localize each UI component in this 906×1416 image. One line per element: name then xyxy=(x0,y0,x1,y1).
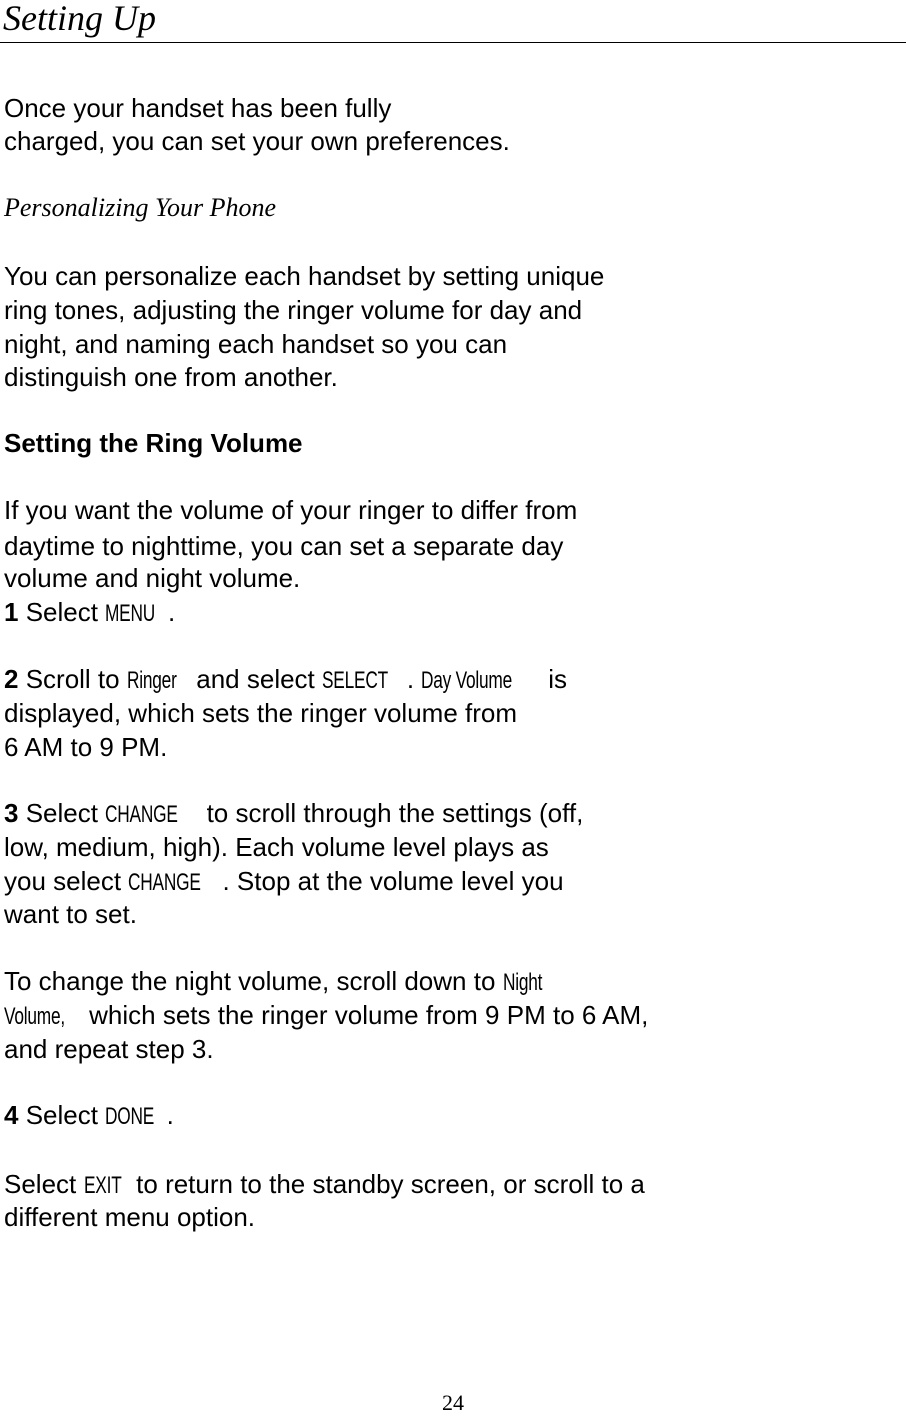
softkey-label: DONE xyxy=(105,1103,155,1130)
text-segment: which sets the ringer volume from 9 PM to 6 AM, xyxy=(81,1000,649,1030)
text-segment: . xyxy=(166,1100,174,1130)
text-segment: To change the night volume, scroll down to xyxy=(4,966,503,996)
softkey-label: Night xyxy=(502,969,542,996)
step-number: 2 xyxy=(4,664,19,694)
softkey-label: Ringer xyxy=(126,667,177,694)
text-segment: to return to the standby screen, or scroll to a xyxy=(128,1169,645,1199)
text-line xyxy=(4,1200,255,1234)
step-number: 1 xyxy=(4,597,19,627)
text-segment: and select xyxy=(189,664,323,694)
text-segment: 6 AM to 9 PM. xyxy=(4,732,168,762)
text-line xyxy=(4,561,300,595)
softkey-label: CHANGE xyxy=(128,869,201,896)
text-line xyxy=(4,662,567,698)
text-line xyxy=(4,897,137,931)
text-line xyxy=(4,998,648,1034)
text-segment: displayed, which sets the ringer volume from xyxy=(4,698,518,728)
text-line xyxy=(4,493,577,527)
subsection-heading xyxy=(4,191,276,225)
text-segment: Personalizing Your Phone xyxy=(4,193,277,222)
text-segment: ring tones, adjusting the ringer volume for day and xyxy=(4,295,583,325)
header-rule xyxy=(0,42,906,43)
text-line xyxy=(4,1167,645,1203)
text-line xyxy=(4,830,549,864)
text-segment: Select xyxy=(18,597,106,627)
text-segment: Setting the Ring Volume xyxy=(4,428,303,458)
text-line xyxy=(4,124,510,158)
text-segment: If you want the volume of your ringer to differ from xyxy=(4,495,578,525)
softkey-label: Volume, xyxy=(4,1003,65,1030)
text-line xyxy=(4,360,338,394)
text-segment: to scroll through the settings (off, xyxy=(199,798,584,828)
text-segment: . Stop at the volume level you xyxy=(222,866,564,896)
text-segment: Select xyxy=(18,798,106,828)
text-line xyxy=(4,730,167,764)
softkey-label: Day Volume xyxy=(421,667,513,694)
text-segment: . xyxy=(406,664,422,694)
text-line xyxy=(4,864,564,900)
text-segment: want to set. xyxy=(4,899,137,929)
text-segment: Once your handset has been fully xyxy=(4,93,392,123)
text-segment: low, medium, high). Each volume level plays as xyxy=(4,832,549,862)
text-segment: Select xyxy=(4,1169,84,1199)
text-line xyxy=(4,595,175,631)
text-segment: you select xyxy=(4,866,129,896)
step-number: 4 xyxy=(4,1100,19,1130)
text-line xyxy=(4,696,517,730)
text-segment: volume and night volume. xyxy=(4,563,301,593)
text-segment: night, and naming each handset so you can xyxy=(4,329,508,359)
text-segment: Scroll to xyxy=(18,664,127,694)
text-segment: different menu option. xyxy=(4,1202,256,1232)
page-title: Setting Up xyxy=(3,0,156,38)
text-line xyxy=(4,327,507,361)
text-segment: charged, you can set your own preferences. xyxy=(4,126,510,156)
page-number: 24 xyxy=(442,1390,464,1415)
text-line xyxy=(4,259,604,293)
text-segment: is xyxy=(541,664,568,694)
text-segment: . xyxy=(167,597,176,627)
softkey-label: EXIT xyxy=(83,1172,122,1199)
text-line xyxy=(4,796,583,832)
text-line xyxy=(4,91,391,125)
softkey-label: SELECT xyxy=(322,667,388,694)
text-line xyxy=(4,964,550,1000)
text-segment: and repeat step 3. xyxy=(4,1034,214,1064)
text-segment: Select xyxy=(18,1100,106,1130)
softkey-label: MENU xyxy=(105,600,156,627)
text-segment: You can personalize each handset by setting unique xyxy=(4,261,605,291)
text-line xyxy=(4,1098,174,1134)
text-segment: daytime to nighttime, you can set a separate day xyxy=(4,531,564,561)
text-line xyxy=(4,1032,214,1066)
softkey-label: CHANGE xyxy=(105,801,178,828)
section-heading xyxy=(4,426,303,460)
text-line xyxy=(4,529,563,563)
text-segment: distinguish one from another. xyxy=(4,362,338,392)
step-number: 3 xyxy=(4,798,19,828)
text-line xyxy=(4,293,582,327)
